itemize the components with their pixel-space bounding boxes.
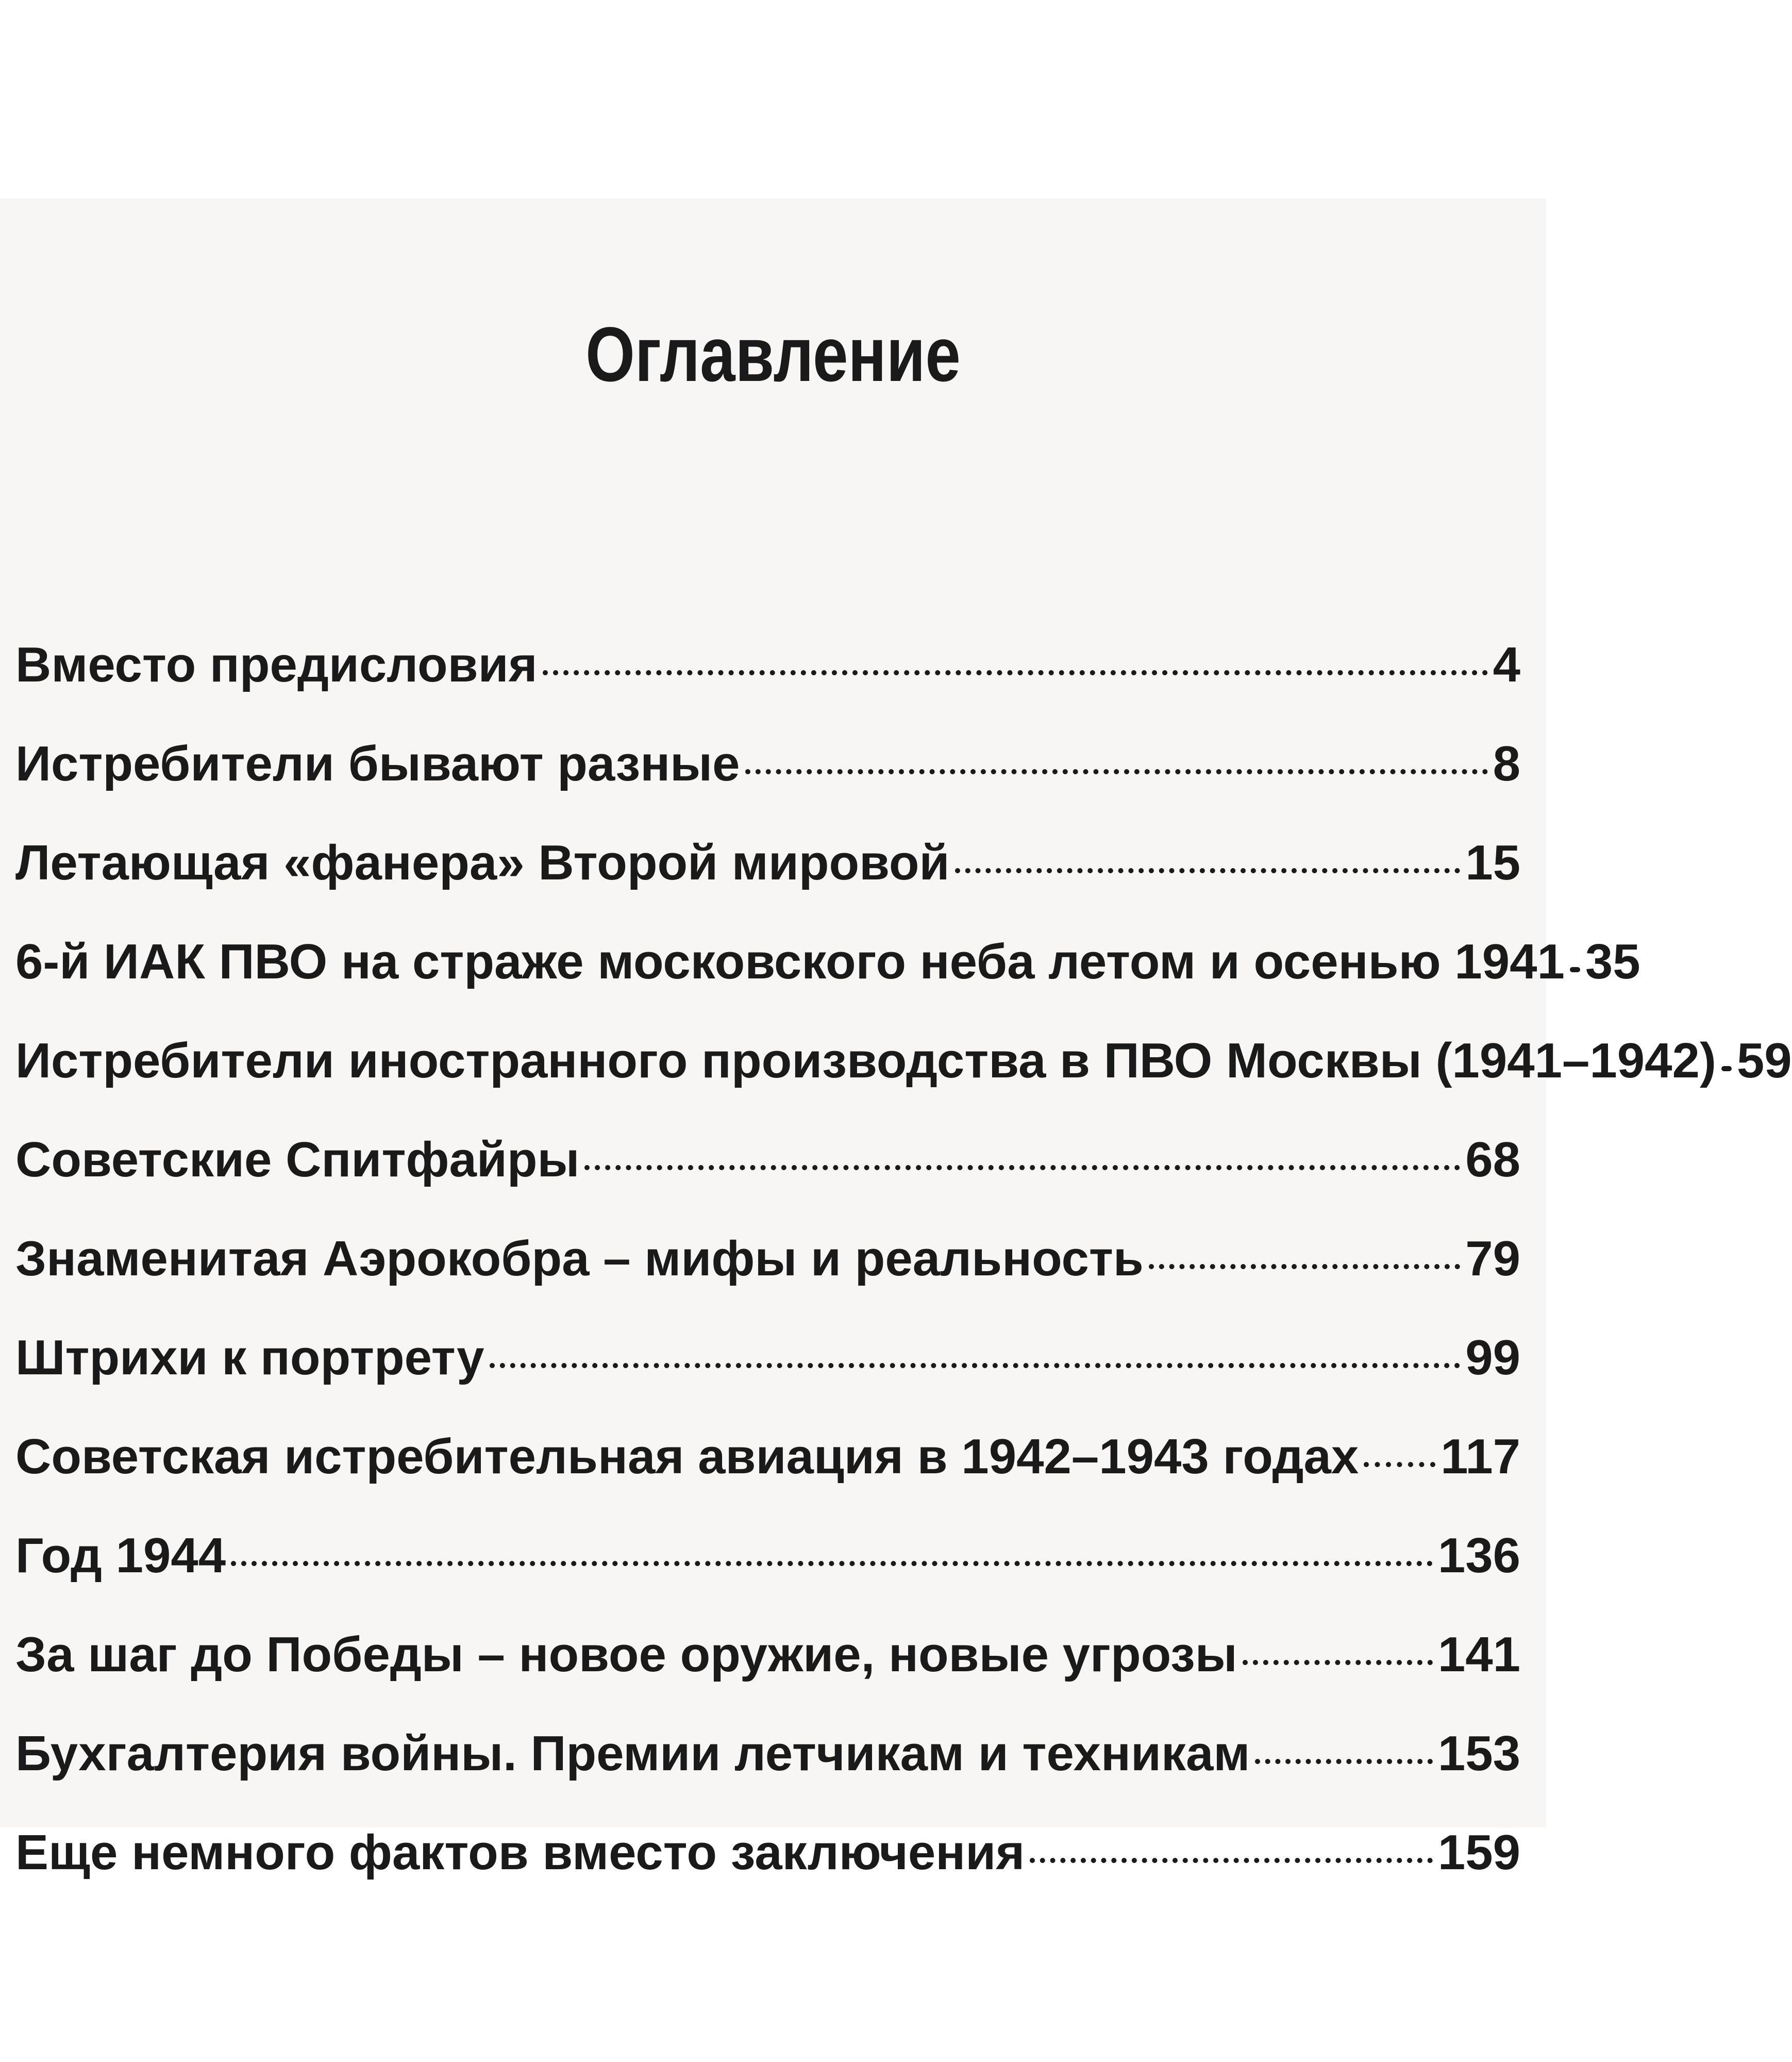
dot-leader: [490, 1363, 1461, 1368]
dot-leader: [1030, 1858, 1433, 1863]
toc-entry-8: [15, 1329, 1520, 1428]
dot-leader: [584, 1165, 1460, 1170]
toc-entry-1: [15, 637, 1520, 736]
toc-entry-page: 68: [1465, 1132, 1520, 1187]
toc-entry-title: Год 1944: [15, 1528, 226, 1583]
toc-entry-page: 4: [1493, 637, 1520, 692]
table-of-contents: [15, 637, 1792, 1923]
toc-entry-3: [15, 835, 1520, 934]
dot-leader: [1255, 1759, 1432, 1764]
toc-entry-title: Летающая «фанера» Второй мировой: [15, 835, 950, 890]
toc-entry-title: Штрихи к портрету: [15, 1330, 484, 1385]
toc-entry-13: [15, 1824, 1520, 1923]
dot-leader: [745, 769, 1488, 774]
toc-entry-title: 6-й ИАК ПВО на страже московского неба летом и осенью 1941: [15, 934, 1565, 989]
toc-entry-9: [15, 1428, 1520, 1527]
dot-leader: [1149, 1264, 1460, 1269]
toc-entry-title: Истребители бывают разные: [15, 736, 740, 791]
toc-entry-5: [15, 1033, 1792, 1132]
dot-leader: [231, 1561, 1433, 1566]
toc-entry-title: Вместо предисловия: [15, 637, 538, 692]
toc-entry-page: 99: [1465, 1330, 1520, 1385]
toc-entry-7: [15, 1230, 1520, 1329]
toc-entry-page: 153: [1437, 1726, 1520, 1781]
toc-entry-title: За шаг до Победы – новое оружие, новые угрозы: [15, 1627, 1237, 1682]
toc-entry-2: [15, 736, 1520, 835]
dot-leader: [1364, 1462, 1435, 1467]
dot-leader: [955, 868, 1461, 873]
toc-entry-page: 79: [1465, 1231, 1520, 1286]
toc-entry-page: 8: [1493, 736, 1520, 791]
toc-entry-page: 35: [1585, 934, 1640, 989]
toc-entry-12: [15, 1725, 1520, 1824]
toc-entry-title: Бухгалтерия войны. Премии летчикам и техникам: [15, 1726, 1250, 1781]
toc-entry-title: Истребители иностранного производства в ПВО Москвы (1941–1942): [15, 1033, 1716, 1088]
toc-entry-page: 117: [1441, 1429, 1520, 1484]
dot-leader: [543, 670, 1488, 675]
toc-entry-10: [15, 1527, 1520, 1626]
toc-entry-page: 59: [1736, 1033, 1792, 1088]
dot-leader: [1243, 1660, 1433, 1665]
toc-entry-title: Советские Спитфайры: [15, 1132, 580, 1187]
toc-entry-4: [15, 934, 1640, 1033]
toc-entry-6: [15, 1132, 1520, 1230]
toc-entry-title: Еще немного фактов вместо заключения: [15, 1825, 1025, 1880]
toc-title: Оглавление: [585, 310, 961, 397]
toc-entry-page: 141: [1437, 1627, 1520, 1682]
dot-leader: [1721, 1066, 1732, 1071]
toc-entry-title: Советская истребительная авиация в 1942–1943 годах: [15, 1429, 1359, 1484]
toc-entry-page: 159: [1437, 1825, 1520, 1880]
toc-entry-page: 15: [1465, 835, 1520, 890]
toc-entry-title: Знаменитая Аэрокобра – мифы и реальность: [15, 1231, 1144, 1286]
toc-entry-11: [15, 1626, 1520, 1725]
toc-entry-page: 136: [1437, 1528, 1520, 1583]
dot-leader: [1570, 967, 1580, 972]
